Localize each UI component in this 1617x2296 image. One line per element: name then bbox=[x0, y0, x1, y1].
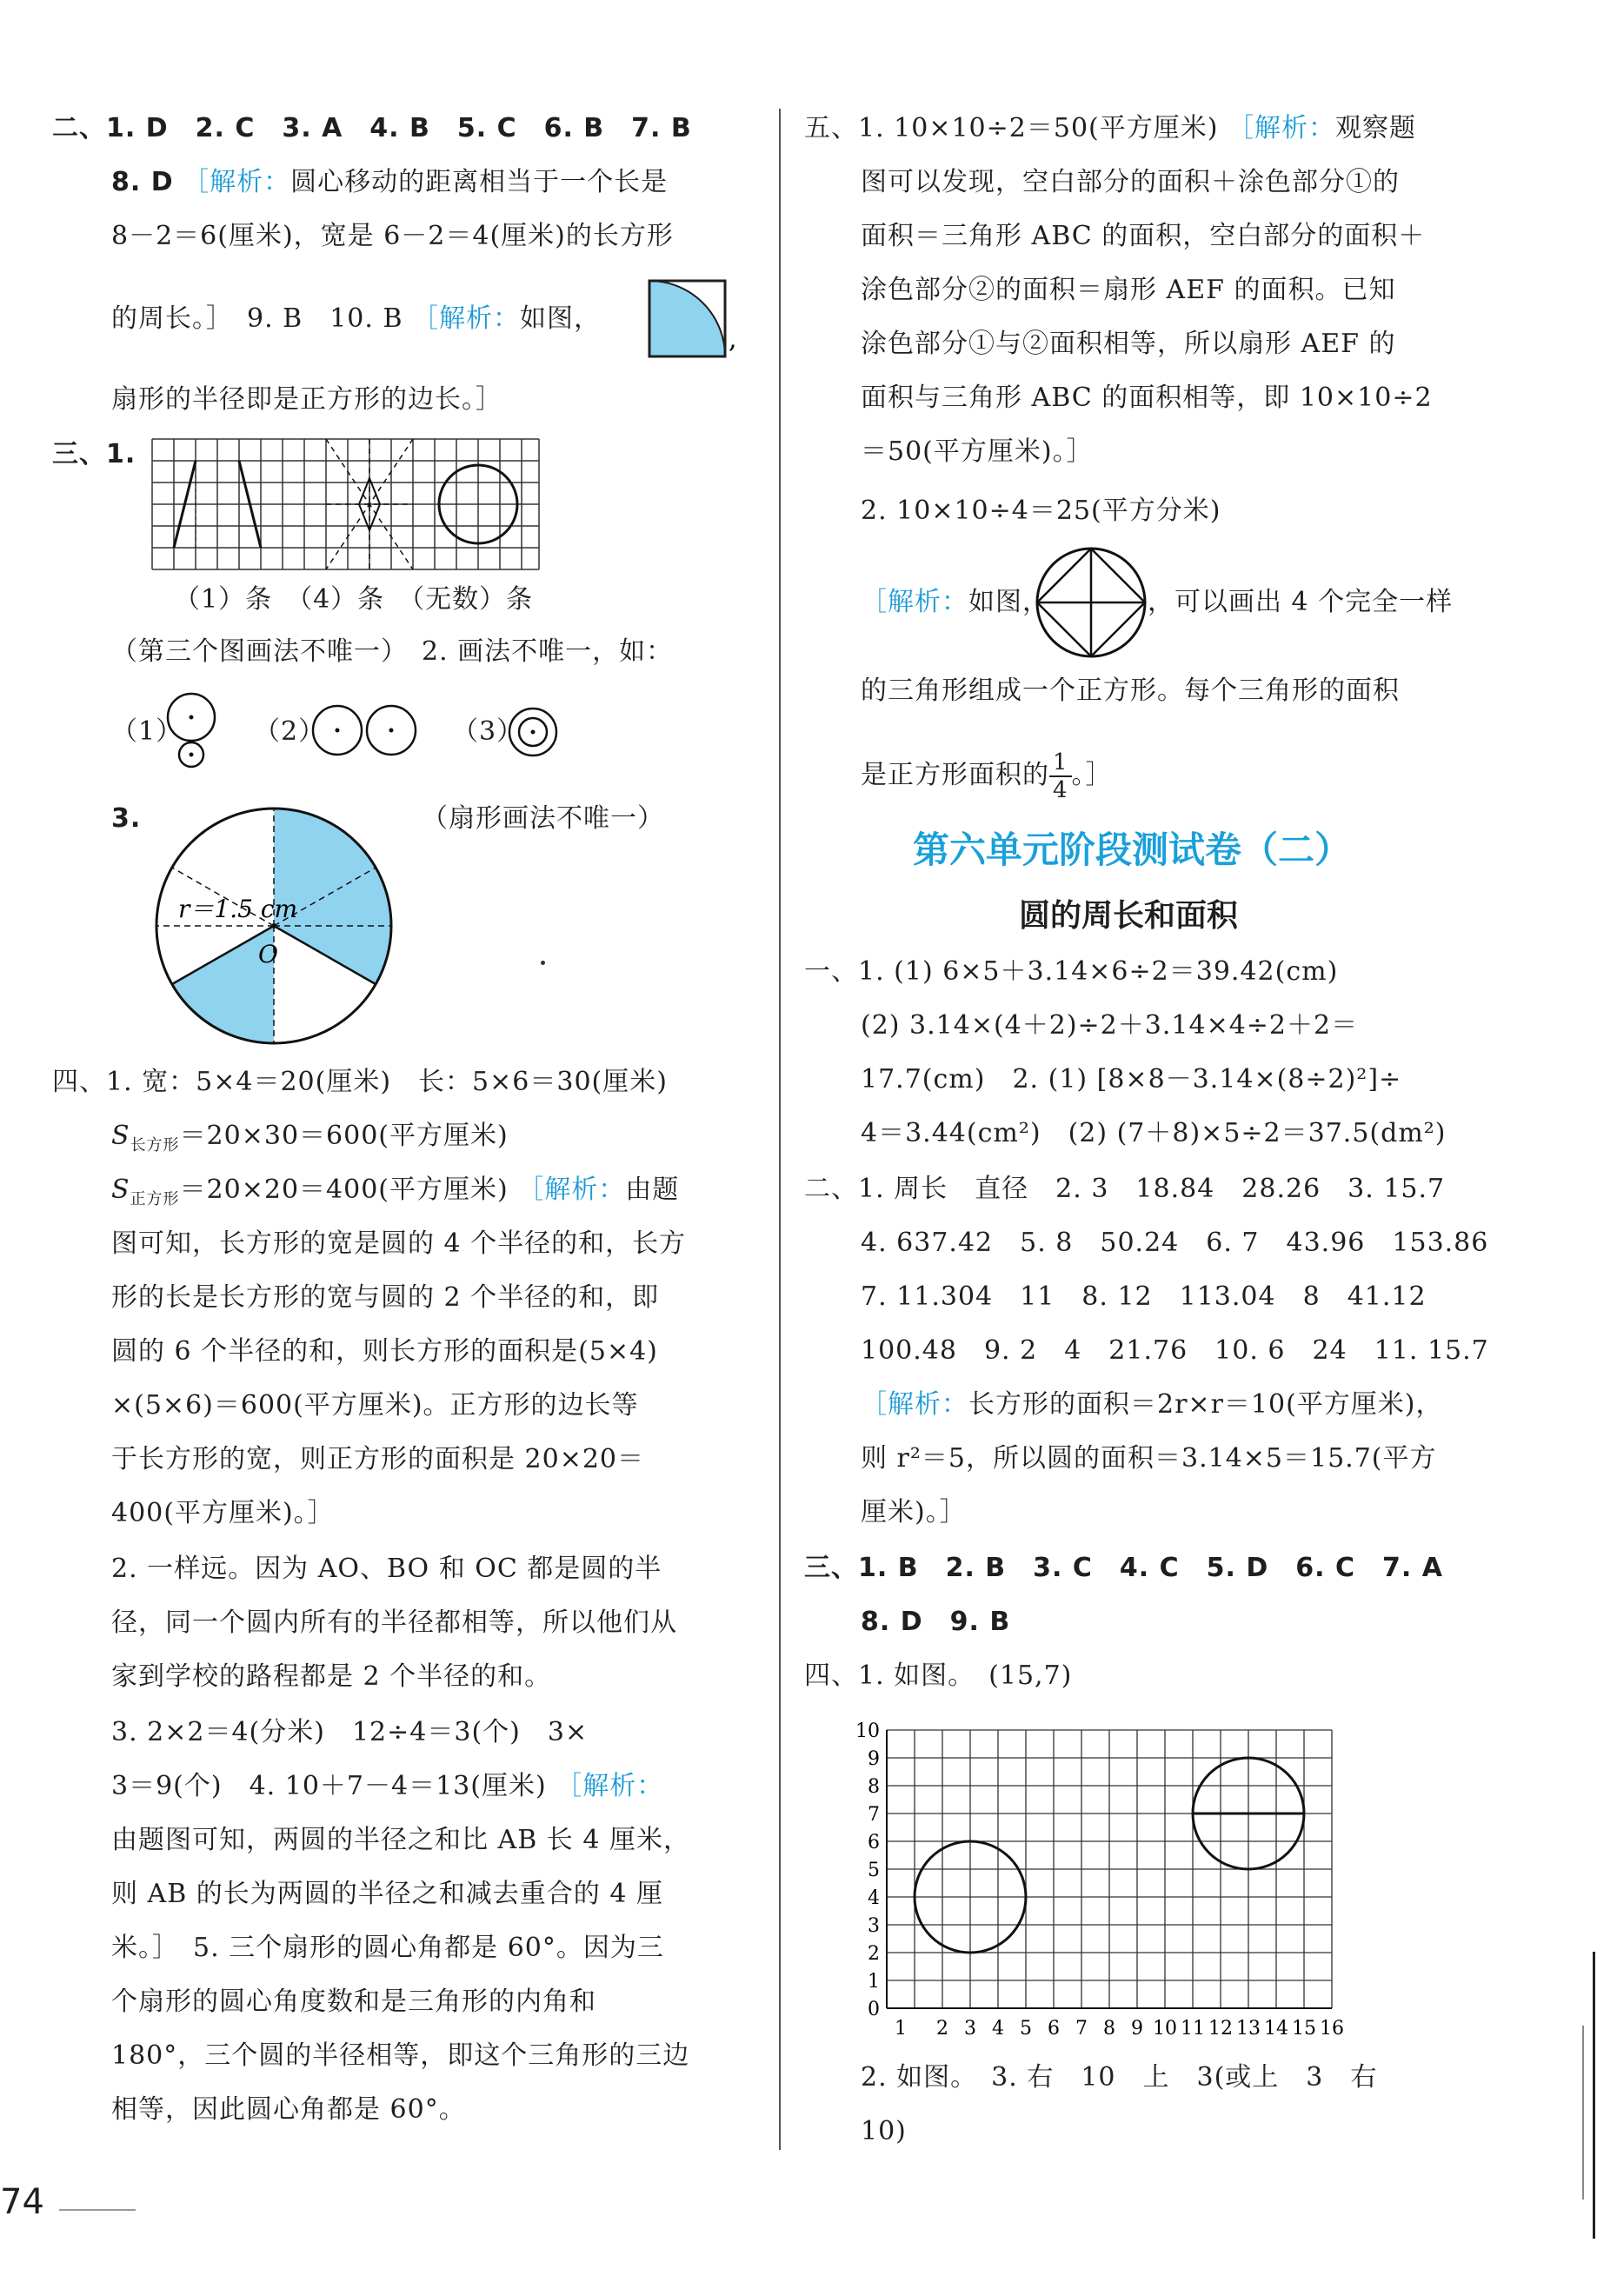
x-tick-label: 7 bbox=[1075, 2018, 1088, 2040]
s4-q3-line-4: 则 AB 的长为两圆的半径之和减去重合的 4 厘 bbox=[111, 1879, 663, 1909]
b-line-2: 4. 637.42 5. 8 50.24 6. 7 43.96 153.86 bbox=[861, 1228, 1489, 1258]
circles-figure-1 bbox=[165, 691, 226, 774]
x-tick-label: 4 bbox=[992, 2018, 1004, 2040]
analysis-key: ［解析： bbox=[517, 1175, 626, 1205]
s4-q3-line-3: 由题图可知，两圆的半径之和比 AB 长 4 厘米， bbox=[111, 1825, 690, 1855]
s4-line-8: 于长方形的宽，则正方形的面积是 20×20＝ bbox=[111, 1444, 645, 1474]
r-line-2: 图可以发现，空白部分的面积＋涂色部分①的 bbox=[861, 167, 1400, 197]
fraction-denominator: 4 bbox=[1053, 777, 1068, 803]
left-line-3: 8－2＝6(厘米)，宽是 6－2＝4(厘米)的长方形 bbox=[111, 221, 674, 251]
radius-label: r＝1.5 cm bbox=[178, 895, 298, 923]
fraction-one-quarter bbox=[1049, 749, 1072, 803]
r-line-3: 面积＝三角形 ABC 的面积，空白部分的面积＋ bbox=[861, 221, 1426, 251]
a-line-1: 一、1. (1) 6×5＋3.14×6÷2＝39.42(cm) bbox=[804, 956, 1339, 987]
r-line-8: 2. 10×10÷4＝25(平方分米) bbox=[861, 496, 1221, 526]
y-tick-label: 7 bbox=[868, 1804, 880, 1826]
circle-label-3: （3） bbox=[452, 716, 524, 747]
b-line-1: 二、1. 周长 直径 2. 3 18.84 28.26 3. 15.7 bbox=[804, 1174, 1446, 1204]
analysis-text: 如图， bbox=[968, 587, 1049, 617]
a-line-3: 17.7(cm) 2. (1) [8×8－3.14×(8÷2)²]÷ bbox=[861, 1064, 1402, 1095]
y-tick-label: 1 bbox=[868, 1971, 880, 1993]
y-tick-label: 2 bbox=[868, 1943, 880, 1965]
sector-circle-figure bbox=[152, 804, 396, 1048]
x-tick-label: 15 bbox=[1292, 2018, 1316, 2040]
left-line-2 bbox=[111, 165, 668, 200]
area-value: ＝20×30＝600(平方厘米) bbox=[179, 1121, 509, 1151]
analysis-text: 圆心移动的距离相当于一个长是 bbox=[290, 167, 669, 197]
s4-line-4: 图可知，长方形的宽是圆的 4 个半径的和，长方 bbox=[111, 1228, 687, 1259]
q3-label: 3. bbox=[111, 803, 142, 834]
coordinate-grid-figure bbox=[855, 1708, 1348, 2040]
section-3-label: 三、1. bbox=[52, 439, 136, 469]
r-line-11 bbox=[861, 749, 1113, 803]
q3-note: （扇形画法不唯一） bbox=[422, 803, 664, 834]
x-tick-label: 6 bbox=[1048, 2018, 1060, 2040]
b-line-6: 则 r²＝5，所以圆的面积＝3.14×5＝15.7(平方 bbox=[861, 1443, 1437, 1474]
circles-figure-3 bbox=[507, 706, 563, 758]
c-line-1: 三、1. B 2. B 3. C 4. C 5. D 6. C 7. A bbox=[804, 1553, 1443, 1583]
s4-q3-line-7: 180°，三个圆的半径相等，即这个三角形的三边 bbox=[111, 2040, 690, 2071]
d-line-3: 10) bbox=[861, 2116, 907, 2146]
column-divider bbox=[779, 109, 781, 2150]
s4-line-5: 形的长是长方形的宽与圆的 2 个半径的和，即 bbox=[111, 1282, 660, 1313]
s4-q3-line-2 bbox=[111, 1769, 663, 1804]
d-line-1: 四、1. 如图。 (15,7) bbox=[804, 1660, 1073, 1691]
r-line-9b: ，可以画出 4 个完全一样 bbox=[1148, 587, 1454, 617]
r-line-9 bbox=[861, 585, 1049, 620]
y-tick-label: 9 bbox=[868, 1748, 880, 1770]
x-tick-label: 11 bbox=[1181, 2018, 1205, 2040]
analysis-text: 观察题 bbox=[1335, 113, 1416, 143]
y-tick-label: 10 bbox=[855, 1720, 880, 1742]
unit-title: 第六单元阶段测试卷（二） bbox=[913, 829, 1352, 871]
s4-line-1: 四、1. 宽：5×4＝20(厘米) 长：5×6＝30(厘米) bbox=[52, 1067, 668, 1097]
r-line-1 bbox=[804, 111, 1416, 146]
q5-1-answer: 五、1. 10×10÷2＝50(平方厘米) bbox=[804, 113, 1219, 143]
grid-caption: （1）条 （4）条 （无数）条 bbox=[174, 584, 534, 615]
analysis-text: 由题 bbox=[625, 1175, 680, 1205]
x-tick-label: 12 bbox=[1208, 2018, 1233, 2040]
x-tick-label: 2 bbox=[936, 2018, 948, 2040]
analysis-key: ［解析： bbox=[183, 167, 291, 197]
s4-q2-line-1: 2. 一样远。因为 AO、BO 和 OC 都是圆的半 bbox=[111, 1554, 662, 1584]
b-line-5 bbox=[861, 1388, 1443, 1422]
page-number: 74 bbox=[0, 2182, 44, 2222]
fraction-numerator: 1 bbox=[1049, 749, 1072, 777]
x-tick-label: 1 bbox=[895, 2018, 907, 2040]
s4-q2-line-3: 家到学校的路程都是 2 个半径的和。 bbox=[111, 1661, 552, 1692]
analysis-key: ［解析： bbox=[556, 1771, 664, 1801]
y-tick-label: 6 bbox=[868, 1832, 880, 1853]
x-tick-label: 13 bbox=[1236, 2018, 1261, 2040]
x-tick-label: 8 bbox=[1103, 2018, 1115, 2040]
x-tick-label: 3 bbox=[964, 2018, 976, 2040]
sub-title: 圆的周长和面积 bbox=[1019, 898, 1239, 934]
y-tick-label: 4 bbox=[868, 1887, 880, 1909]
area-subscript: 长方形 bbox=[130, 1136, 180, 1155]
q8-answer: 8. D bbox=[111, 167, 174, 197]
a-line-4: 4＝3.44(cm²) (2) (7＋8)×5÷2＝37.5(dm²) bbox=[861, 1118, 1447, 1148]
analysis-text: 如图， bbox=[520, 303, 602, 334]
s4-q3-line-5: 米。］ 5. 三个扇形的圆心角都是 60°。因为三 bbox=[111, 1933, 664, 1963]
page-number-rule bbox=[59, 2209, 136, 2211]
s4-q3-line-8: 相等，因此圆心角都是 60°。 bbox=[111, 2094, 466, 2125]
a-line-2: (2) 3.14×(4＋2)÷2＋3.14×4÷2＋2＝ bbox=[861, 1010, 1359, 1041]
y-tick-label: 3 bbox=[868, 1915, 880, 1937]
r-line-4: 涂色部分②的面积＝扇形 AEF 的面积。已知 bbox=[861, 275, 1396, 305]
b-line-4: 100.48 9. 2 4 21.76 10. 6 24 11. 15.7 bbox=[861, 1335, 1489, 1366]
x-tick-label: 10 bbox=[1153, 2018, 1177, 2040]
area-value: ＝20×20＝400(平方厘米) bbox=[179, 1175, 509, 1205]
y-tick-label: 0 bbox=[868, 1999, 880, 2020]
d-line-2: 2. 如图。 3. 右 10 上 3(或上 3 右 bbox=[861, 2062, 1378, 2093]
area-subscript: 正方形 bbox=[130, 1190, 180, 1208]
r-line-7: ＝50(平方厘米)。］ bbox=[861, 436, 1094, 467]
s4-q2-line-2: 径，同一个圆内所有的半径都相等，所以他们从 bbox=[111, 1607, 677, 1638]
s4-line-6: 圆的 6 个半径的和，则长方形的面积是(5×4) bbox=[111, 1336, 658, 1367]
s4-q3-line-6: 个扇形的圆心角度数和是三角形的内角和 bbox=[111, 1987, 596, 2017]
r-line-10: 的三角形组成一个正方形。每个三角形的面积 bbox=[861, 675, 1400, 706]
quarter-circle-figure bbox=[647, 278, 737, 361]
x-tick-label: 9 bbox=[1131, 2018, 1143, 2040]
page-edge-line-2 bbox=[1582, 2026, 1584, 2200]
analysis-key: ［解析： bbox=[1228, 113, 1335, 143]
r-line-5: 涂色部分①与②面积相等，所以扇形 AEF 的 bbox=[861, 329, 1396, 359]
center-label: O bbox=[258, 940, 278, 968]
y-tick-label: 5 bbox=[868, 1860, 880, 1881]
q9-10-answer: 的周长。］ 9. B 10. B bbox=[111, 303, 403, 334]
x-tick-label: 5 bbox=[1020, 2018, 1032, 2040]
svg-text:,: , bbox=[729, 324, 737, 355]
s4-line-9: 400(平方厘米)。］ bbox=[111, 1498, 335, 1528]
page-edge-line bbox=[1593, 1952, 1595, 2239]
y-tick-label: 8 bbox=[868, 1776, 880, 1798]
r-line-6: 面积与三角形 ABC 的面积相等，即 10×10÷2 bbox=[861, 383, 1433, 413]
b-line-7: 厘米)。］ bbox=[861, 1497, 967, 1527]
s4-square-area bbox=[111, 1173, 679, 1217]
symmetry-grid-figure bbox=[152, 439, 543, 574]
area-symbol: S bbox=[111, 1121, 130, 1151]
left-line-6: （第三个图画法不唯一） 2. 画法不唯一，如： bbox=[111, 636, 674, 667]
analysis-text: 。］ bbox=[1071, 760, 1113, 790]
dot-mark bbox=[541, 961, 545, 965]
c-line-2: 8. D 9. B bbox=[861, 1607, 1011, 1637]
analysis-text: 长方形的面积＝2r×r＝10(平方厘米)， bbox=[968, 1389, 1443, 1420]
analysis-key: ［解析： bbox=[412, 303, 521, 334]
analysis-key: ［解析： bbox=[861, 587, 968, 617]
q3-q4-answer: 3＝9(个) 4. 10＋7－4＝13(厘米) bbox=[111, 1771, 547, 1801]
analysis-key: ［解析： bbox=[861, 1389, 968, 1420]
left-line-4 bbox=[111, 302, 601, 336]
left-line-5: 扇形的半径即是正方形的边长。］ bbox=[111, 384, 502, 415]
s4-q3-line-1: 3. 2×2＝4(分米) 12÷4＝3(个) 3× bbox=[111, 1717, 589, 1747]
circles-figure-2 bbox=[309, 704, 426, 756]
circle-label-1: （1） bbox=[111, 716, 183, 747]
s4-rect-area bbox=[111, 1119, 509, 1163]
circle-label-2: （2） bbox=[254, 716, 326, 747]
area-symbol: S bbox=[111, 1175, 130, 1205]
left-line-1: 二、1. D 2. C 3. A 4. B 5. C 6. B 7. B bbox=[52, 113, 692, 143]
inscribed-square-figure bbox=[1035, 546, 1152, 663]
x-tick-label: 16 bbox=[1320, 2018, 1344, 2040]
s4-line-7: ×(5×6)＝600(平方厘米)。正方形的边长等 bbox=[111, 1390, 639, 1421]
b-line-3: 7. 11.304 11 8. 12 113.04 8 41.12 bbox=[861, 1281, 1427, 1312]
x-tick-label: 14 bbox=[1264, 2018, 1288, 2040]
analysis-text: 是正方形面积的 bbox=[861, 760, 1049, 790]
